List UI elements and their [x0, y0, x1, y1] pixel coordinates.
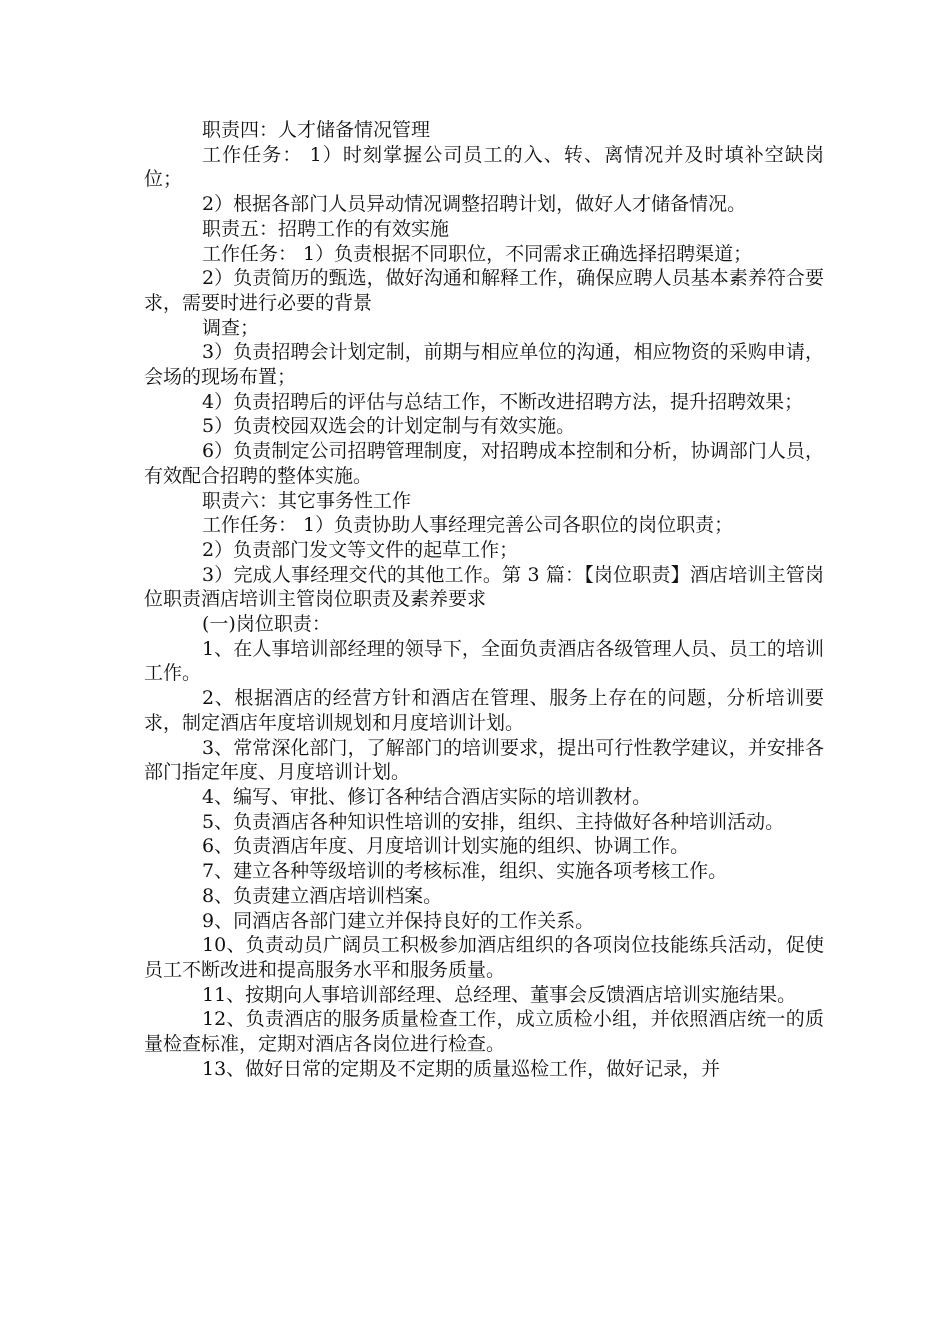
heading-duty-5: 职责五：招聘工作的有效实施	[202, 217, 450, 240]
list-item: 5、负责酒店各种知识性培训的安排，组织、主持做好各种培训活动。	[202, 810, 785, 833]
paragraph: 3）完成人事经理交代的其他工作。第 3 篇：【岗位职责】酒店培训主管岗位职责酒店培训主管岗位职责及素养要求	[144, 563, 824, 611]
paragraph: 2）负责简历的甄选，做好沟通和解释工作，确保应聘人员基本素养符合要求，需要时进行必要的背景	[144, 267, 824, 314]
list-item: 6、负责酒店年度、月度培训计划实施的组织、协调工作。	[202, 835, 690, 858]
paragraph: 调查；	[202, 316, 260, 339]
heading-duty-6: 职责六：其它事务性工作	[202, 489, 412, 512]
list-item: 4、编写、审批、修订各种结合酒店实际的培训教材。	[202, 785, 652, 808]
paragraph: 工作任务： 1）时刻掌握公司员工的入、转、离情况并及时填补空缺岗位；	[144, 143, 824, 191]
list-item: 1、在人事培训部经理的领导下，全面负责酒店各级管理人员、员工的培训工作。	[144, 637, 824, 685]
document-page	[144, 118, 824, 1081]
list-item: 8、负责建立酒店培训档案。	[202, 884, 443, 907]
list-item: 13、做好日常的定期及不定期的质量巡检工作，做好记录，并	[202, 1057, 721, 1080]
list-item: 2、根据酒店的经营方针和酒店在管理、服务上存在的问题，分析培训要求，制定酒店年度培训规划和月度培训计划。	[144, 687, 824, 734]
heading-job-duties: (一)岗位职责：	[202, 613, 331, 636]
paragraph: 工作任务： 1）负责根据不同职位，不同需求正确选择招聘渠道；	[202, 242, 753, 265]
paragraph: 2）根据各部门人员异动情况调整招聘计划，做好人才储备情况。	[202, 193, 747, 216]
paragraph: 4）负责招聘后的评估与总结工作，不断改进招聘方法，提升招聘效果；	[202, 390, 804, 413]
list-item: 11、按期向人事培训部经理、总经理、董事会反馈酒店培训实施结果。	[202, 983, 797, 1006]
paragraph: 工作任务： 1）负责协助人事经理完善公司各职位的岗位职责；	[202, 514, 734, 537]
paragraph: 5）负责校园双选会的计划定制与有效实施。	[202, 415, 576, 438]
paragraph: 6）负责制定公司招聘管理制度，对招聘成本控制和分析，协调部门人员，有效配合招聘的整体实施。	[144, 440, 824, 487]
list-item: 7、建立各种等级培训的考核标准，组织、实施各项考核工作。	[202, 860, 728, 883]
list-item: 12、负责酒店的服务质量检查工作，成立质检小组，并依照酒店统一的质量检查标准，定期对酒店各岗位进行检查。	[144, 1008, 824, 1056]
paragraph: 2）负责部门发文等文件的起草工作；	[202, 538, 519, 561]
heading-duty-4: 职责四：人才储备情况管理	[202, 119, 431, 141]
list-item: 9、同酒店各部门建立并保持良好的工作关系。	[202, 909, 595, 932]
paragraph: 3）负责招聘会计划定制，前期与相应单位的沟通，相应物资的采购申请，会场的现场布置；	[144, 341, 824, 389]
list-item: 3、常常深化部门，了解部门的培训要求，提出可行性教学建议，并安排各部门指定年度、月度培训计划。	[144, 736, 824, 784]
list-item: 10、负责动员广阔员工积极参加酒店组织的各项岗位技能练兵活动，促使员工不断改进和提高服务水平和服务质量。	[144, 934, 824, 981]
